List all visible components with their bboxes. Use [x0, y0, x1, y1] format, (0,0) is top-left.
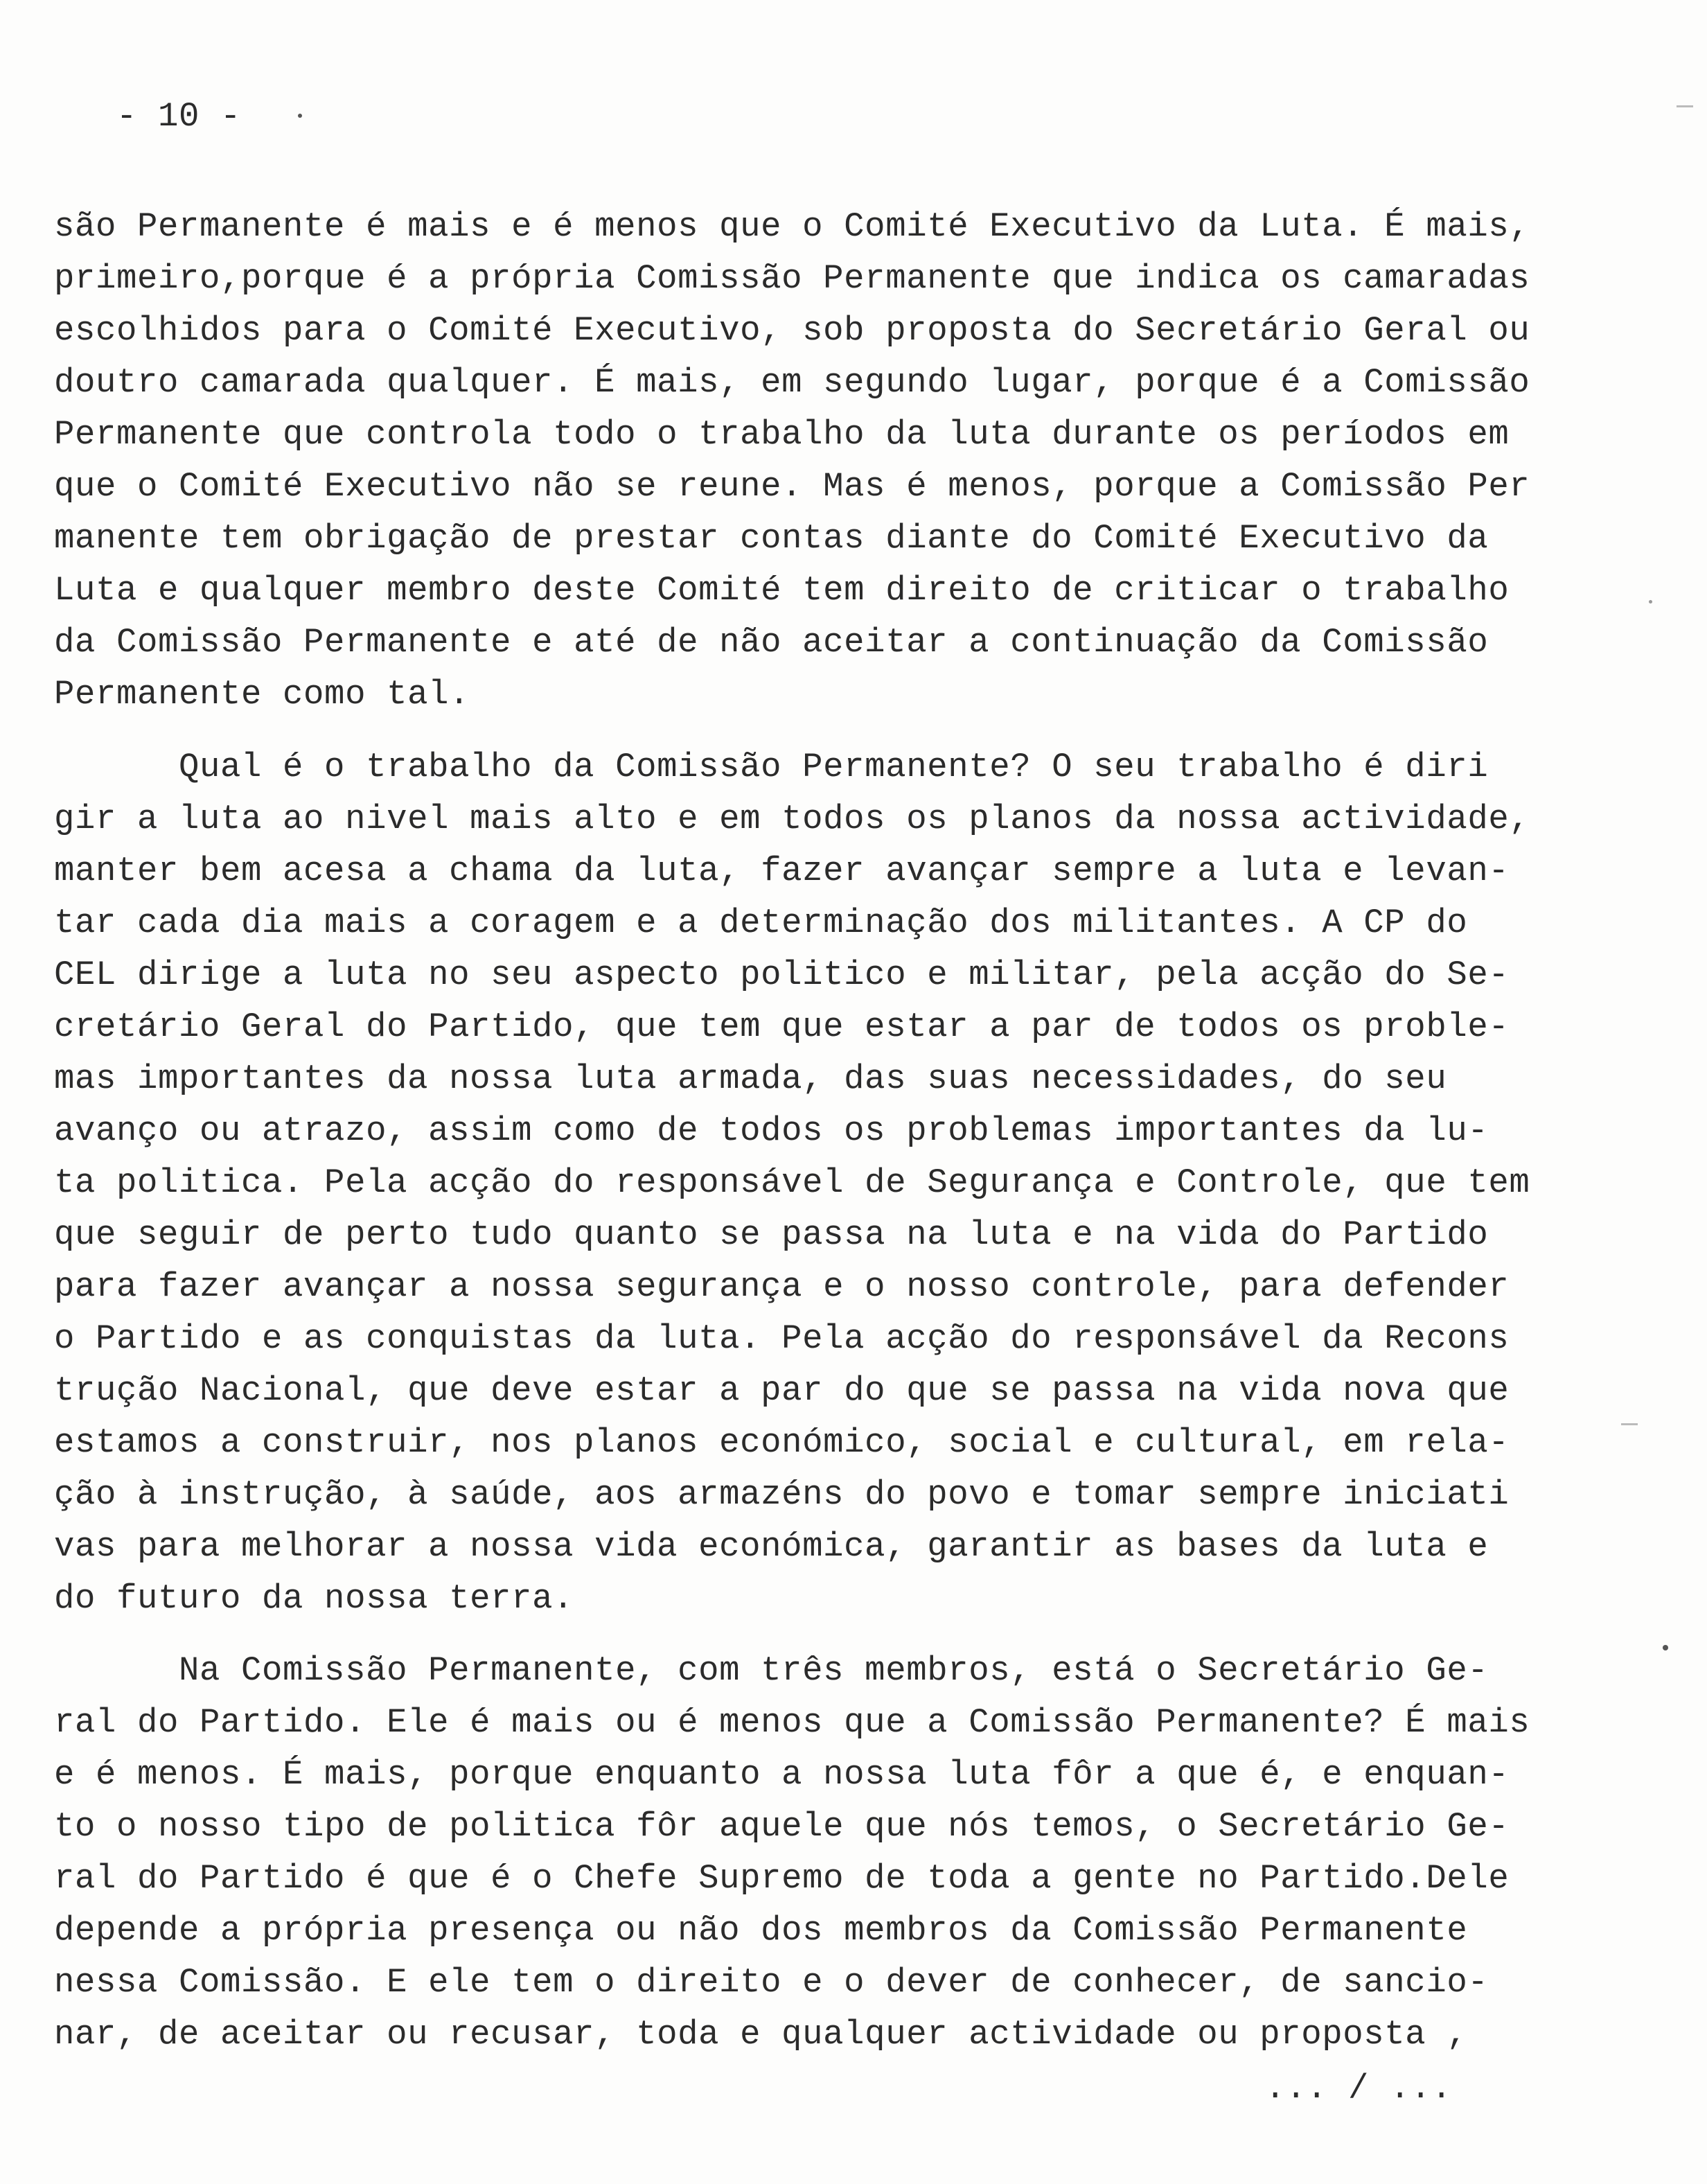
- paragraph-3: [54, 1645, 1606, 2061]
- text-line: da Comissão Permanente e até de não aceitar a continuação da Comissão: [54, 623, 1489, 662]
- text-line: do futuro da nossa terra.: [54, 1579, 574, 1618]
- text-line: doutro camarada qualquer. É mais, em segundo lugar, porque é a Comissão: [54, 363, 1530, 402]
- text-line: ção à instrução, à saúde, aos armazéns do povo e tomar sempre iniciati: [54, 1475, 1510, 1514]
- continuation-mark: ... / ...: [1265, 2069, 1453, 2108]
- scan-speck: [1663, 1645, 1668, 1650]
- text-line: ta politica. Pela acção do responsável de Segurança e Controle, que tem: [54, 1163, 1530, 1202]
- scan-mark: [1677, 105, 1693, 107]
- text-line: CEL dirige a luta no seu aspecto politico e militar, pela acção do Se-: [54, 956, 1510, 994]
- text-line: avanço ou atrazo, assim como de todos os problemas importantes da lu-: [54, 1111, 1489, 1150]
- text-line: nessa Comissão. E ele tem o direito e o dever de conhecer, de sancio-: [54, 1963, 1489, 2002]
- text-line: e é menos. É mais, porque enquanto a nossa luta fôr a que é, e enquan-: [54, 1755, 1510, 1794]
- scan-speck: [1649, 600, 1652, 604]
- text-line: Na Comissão Permanente, com três membros, está o Secretário Ge-: [54, 1651, 1489, 1690]
- text-line: Luta e qualquer membro deste Comité tem direito de criticar o trabalho: [54, 571, 1510, 610]
- text-line: manter bem acesa a chama da luta, fazer avançar sempre a luta e levan-: [54, 852, 1510, 890]
- text-line: ral do Partido é que é o Chefe Supremo de toda a gente no Partido.Dele: [54, 1859, 1510, 1898]
- text-line: cretário Geral do Partido, que tem que estar a par de todos os proble-: [54, 1007, 1510, 1046]
- text-line: escolhidos para o Comité Executivo, sob proposta do Secretário Geral ou: [54, 311, 1530, 350]
- text-line: ral do Partido. Ele é mais ou é menos que a Comissão Permanente? É mais: [54, 1703, 1530, 1742]
- text-line: Permanente como tal.: [54, 675, 470, 714]
- page-number: - 10 -: [116, 97, 242, 136]
- text-line: mas importantes da nossa luta armada, das suas necessidades, do seu: [54, 1059, 1447, 1098]
- scan-mark: [1621, 1423, 1638, 1425]
- text-line: nar, de aceitar ou recusar, toda e qualquer actividade ou proposta ,: [54, 2015, 1468, 2054]
- scan-speck: [298, 114, 302, 118]
- text-line: são Permanente é mais e é menos que o Comité Executivo da Luta. É mais,: [54, 207, 1530, 246]
- text-line: Permanente que controla todo o trabalho da luta durante os períodos em: [54, 415, 1510, 454]
- text-line: tar cada dia mais a coragem e a determinação dos militantes. A CP do: [54, 904, 1468, 942]
- paragraph-1: [54, 201, 1606, 721]
- text-line: primeiro,porque é a própria Comissão Permanente que indica os camaradas: [54, 259, 1530, 298]
- text-line: que o Comité Executivo não se reune. Mas é menos, porque a Comissão Per: [54, 467, 1530, 506]
- text-line: estamos a construir, nos planos económico, social e cultural, em rela-: [54, 1423, 1510, 1462]
- text-line: to o nosso tipo de politica fôr aquele que nós temos, o Secretário Ge-: [54, 1807, 1510, 1846]
- text-line: que seguir de perto tudo quanto se passa na luta e na vida do Partido: [54, 1215, 1489, 1254]
- text-line: depende a própria presença ou não dos membros da Comissão Permanente: [54, 1911, 1468, 1950]
- text-line: Qual é o trabalho da Comissão Permanente? O seu trabalho é diri: [54, 748, 1489, 786]
- text-line: vas para melhorar a nossa vida económica, garantir as bases da luta e: [54, 1527, 1489, 1566]
- paragraph-2: [54, 741, 1606, 1625]
- text-line: manente tem obrigação de prestar contas diante do Comité Executivo da: [54, 519, 1489, 558]
- text-line: gir a luta ao nivel mais alto e em todos os planos da nossa actividade,: [54, 800, 1530, 838]
- text-line: para fazer avançar a nossa segurança e o nosso controle, para defender: [54, 1267, 1510, 1306]
- text-line: o Partido e as conquistas da luta. Pela acção do responsável da Recons: [54, 1319, 1510, 1358]
- text-line: trução Nacional, que deve estar a par do que se passa na vida nova que: [54, 1371, 1510, 1410]
